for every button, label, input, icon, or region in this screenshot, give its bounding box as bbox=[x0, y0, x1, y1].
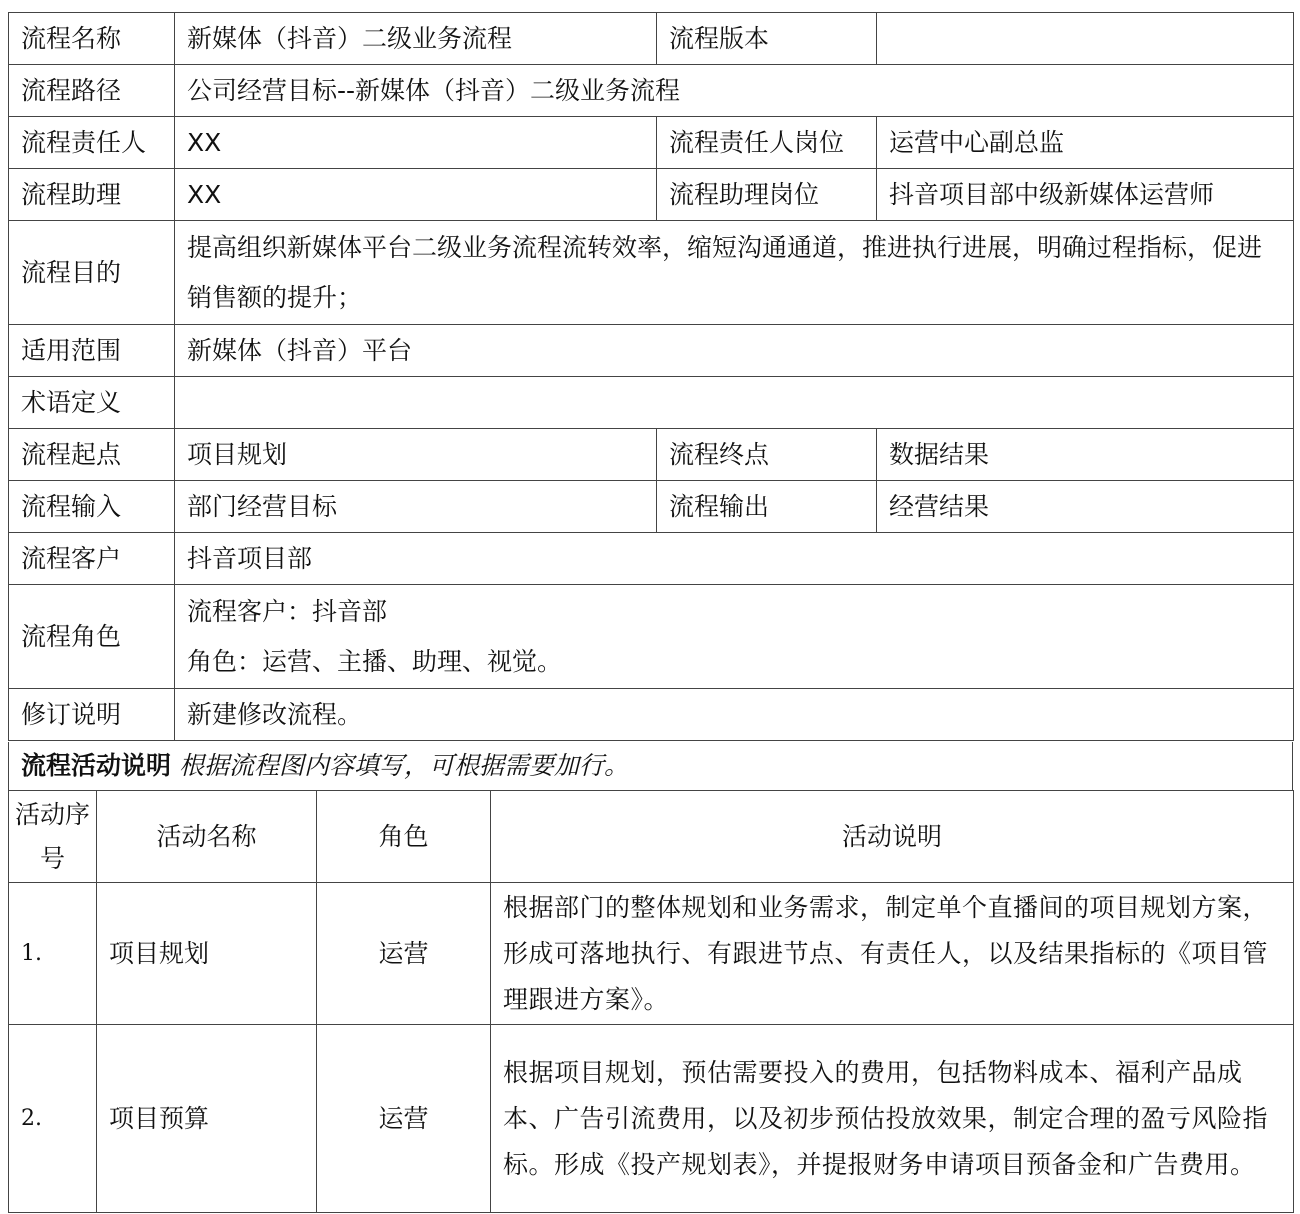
value-process-purpose: 提高组织新媒体平台二级业务流程流转效率，缩短沟通通道，推进执行进展，明确过程指标，促进销售额的提升； bbox=[175, 221, 1294, 325]
label-process-roles: 流程角色 bbox=[9, 585, 175, 689]
value-process-owner: XX bbox=[175, 117, 657, 169]
section-title: 流程活动说明 bbox=[21, 751, 172, 780]
activity-header-row bbox=[9, 791, 1294, 883]
activity-seq: 2. bbox=[9, 1025, 97, 1213]
row-process-assistant bbox=[9, 169, 1294, 221]
activity-role: 运营 bbox=[317, 883, 491, 1025]
roles-list-line: 角色：运营、主播、助理、视觉。 bbox=[187, 646, 563, 676]
value-scope: 新媒体（抖音）平台 bbox=[175, 325, 1294, 377]
header-activity-name: 活动名称 bbox=[97, 791, 317, 883]
process-info-table bbox=[8, 12, 1294, 741]
row-revision bbox=[9, 689, 1294, 741]
activity-section-header bbox=[8, 742, 1293, 790]
activity-row bbox=[9, 883, 1294, 1025]
value-owner-post: 运营中心副总监 bbox=[877, 117, 1294, 169]
label-process-output: 流程输出 bbox=[657, 481, 877, 533]
row-scope bbox=[9, 325, 1294, 377]
value-process-output: 经营结果 bbox=[877, 481, 1294, 533]
value-revision: 新建修改流程。 bbox=[175, 689, 1294, 741]
label-assistant-post: 流程助理岗位 bbox=[657, 169, 877, 221]
label-terms: 术语定义 bbox=[9, 377, 175, 429]
value-assistant-post: 抖音项目部中级新媒体运营师 bbox=[877, 169, 1294, 221]
row-process-purpose bbox=[9, 221, 1294, 325]
label-process-assistant: 流程助理 bbox=[9, 169, 175, 221]
row-process-name bbox=[9, 13, 1294, 65]
value-process-start: 项目规划 bbox=[175, 429, 657, 481]
activity-row bbox=[9, 1025, 1294, 1213]
label-process-name: 流程名称 bbox=[9, 13, 175, 65]
activity-name: 项目规划 bbox=[97, 883, 317, 1025]
section-note: 根据流程图内容填写，可根据需要加行。 bbox=[178, 751, 629, 780]
value-process-assistant: XX bbox=[175, 169, 657, 221]
value-process-end: 数据结果 bbox=[877, 429, 1294, 481]
activity-table bbox=[8, 790, 1294, 1213]
value-process-path: 公司经营目标--新媒体（抖音）二级业务流程 bbox=[175, 65, 1294, 117]
label-process-version: 流程版本 bbox=[657, 13, 877, 65]
row-start-end bbox=[9, 429, 1294, 481]
value-process-roles bbox=[175, 585, 1294, 689]
value-process-version bbox=[877, 13, 1294, 65]
roles-customer-line: 流程客户：抖音部 bbox=[187, 596, 388, 626]
header-activity-seq: 活动序号 bbox=[9, 791, 97, 883]
value-terms bbox=[175, 377, 1294, 429]
label-owner-post: 流程责任人岗位 bbox=[657, 117, 877, 169]
header-activity-desc: 活动说明 bbox=[491, 791, 1294, 883]
activity-role: 运营 bbox=[317, 1025, 491, 1213]
row-process-path bbox=[9, 65, 1294, 117]
activity-desc: 根据部门的整体规划和业务需求，制定单个直播间的项目规划方案，形成可落地执行、有跟进节点、有责任人，以及结果指标的《项目管理跟进方案》。 bbox=[491, 883, 1294, 1025]
activity-desc: 根据项目规划，预估需要投入的费用，包括物料成本、福利产品成本、广告引流费用，以及初步预估投放效果，制定合理的盈亏风险指标。形成《投产规划表》，并提报财务申请项目预备金和广告费用。 bbox=[491, 1025, 1294, 1213]
row-process-customer bbox=[9, 533, 1294, 585]
label-scope: 适用范围 bbox=[9, 325, 175, 377]
row-terms bbox=[9, 377, 1294, 429]
value-process-input: 部门经营目标 bbox=[175, 481, 657, 533]
activity-name: 项目预算 bbox=[97, 1025, 317, 1213]
label-process-input: 流程输入 bbox=[9, 481, 175, 533]
label-process-owner: 流程责任人 bbox=[9, 117, 175, 169]
value-process-customer: 抖音项目部 bbox=[175, 533, 1294, 585]
row-process-owner bbox=[9, 117, 1294, 169]
label-process-start: 流程起点 bbox=[9, 429, 175, 481]
activity-seq: 1. bbox=[9, 883, 97, 1025]
header-activity-role: 角色 bbox=[317, 791, 491, 883]
value-process-name: 新媒体（抖音）二级业务流程 bbox=[175, 13, 657, 65]
row-input-output bbox=[9, 481, 1294, 533]
label-process-purpose: 流程目的 bbox=[9, 221, 175, 325]
label-revision: 修订说明 bbox=[9, 689, 175, 741]
label-process-customer: 流程客户 bbox=[9, 533, 175, 585]
row-process-roles bbox=[9, 585, 1294, 689]
label-process-end: 流程终点 bbox=[657, 429, 877, 481]
label-process-path: 流程路径 bbox=[9, 65, 175, 117]
